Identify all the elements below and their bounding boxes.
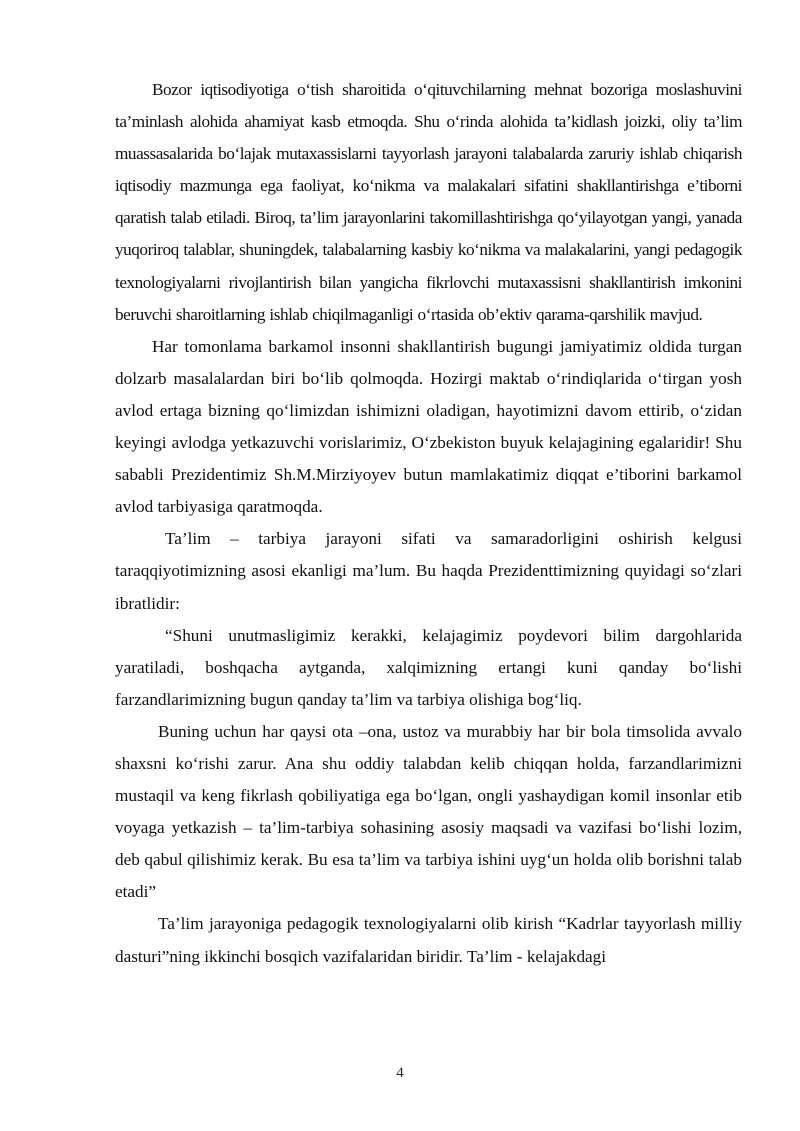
paragraph-pedagogical-technologies: Ta’lim jarayoniga pedagogik texnologiyalarni olib kirish “Kadrlar tayyorlash milliy dasturi”ning ikkinchi bosqich vazifalaridan biridir. Ta’lim - kelajakdagi [115,914,742,966]
document-body [115,74,742,973]
page-number: 4 [396,1065,404,1081]
paragraph-harmonious-person: Har tomonlama barkamol insonni shakllantirish bugungi jamiyatimiz oldida turgan dolzarb masalalardan biri bo‘lib qolmoqda. Hozirgi maktab o‘rindiqlarida o‘tirgan yosh avlod ertaga bizning qo‘limizdan ishimizni oladigan, hayotimizni davom ettirib, o‘zidan keyingi avlodga yetkazuvchi vorislarimiz, O‘zbekiston buyuk kelajagining egalaridir! Shu sababli Prezidentimiz Sh.M.Mirziyoyev butun mamlakatimiz diqqat e’tiborini barkamol avlod tarbiyasiga qaratmoqda. [115,336,742,517]
paragraph-president-quote: “Shuni unutmasligimiz kerakki, kelajagimiz poydevori bilim dargohlarida yaratiladi, boshqacha aytganda, xalqimizning ertangi kuni qanday bo‘lishi farzandlarimizning bugun qanday ta’lim va tarbiya olishiga bog‘liq. [115,625,742,709]
paragraph-education-quality: Ta’lim – tarbiya jarayoni sifati va samaradorligini oshirish kelgusi taraqqiyotimizning asosi ekanligi ma’lum. Bu haqda Prezidenttimizning quyidagi so‘zlari ibratlidir: [115,529,742,613]
paragraph-quote-continuation: Buning uchun har qaysi ota –ona, ustoz va murabbiy har bir bola timsolida avvalo shaxsni ko‘rishi zarur. Ana shu oddiy talabdan kelib chiqqan holda, farzandlarimizni mustaqil va keng fikrlash qobiliyatiga ega bo‘lgan, ongli yashaydigan komil insonlar etib voyaga yetkazish – ta’lim-tarbiya sohasining asosiy maqsadi va vazifasi bo‘lishi lozim, deb qabul qilishimiz kerak. Bu esa ta’lim va tarbiya ishini uyg‘un holda olib borishni talab etadi” [115,721,742,902]
paragraph-market-adaptation: Bozor iqtisodiyotiga o‘tish sharoitida o‘qituvchilarning mehnat bozoriga moslashuvini ta’minlash alohida ahamiyat kasb etmoqda. Shu o‘rinda alohida ta’kidlash joizki, oliy ta’lim muassasalarida bo‘lajak mutaxassislarni tayyorlash jarayoni talabalarda zaruriy ishlab chiqarish iqtisodiy mazmunga ega faoliyat, ko‘nikma va malakalari sifatini shakllantirishga e’tiborni qaratish talab etiladi. Biroq, ta’lim jarayonlarini takomillashtirishga qo‘yilayotgan yangi, yanada yuqoriroq talablar, shuningdek, talabalarning kasbiy ko‘nikma va malakalarini, yangi pedagogik texnologiyalarni rivojlantirish bilan yangicha fikrlovchi mutaxassisni shakllantirish imkonini beruvchi sharoitlarning ishlab chiqilmaganligi o‘rtasida ob’ektiv qarama-qarshilik mavjud. [115,80,742,324]
